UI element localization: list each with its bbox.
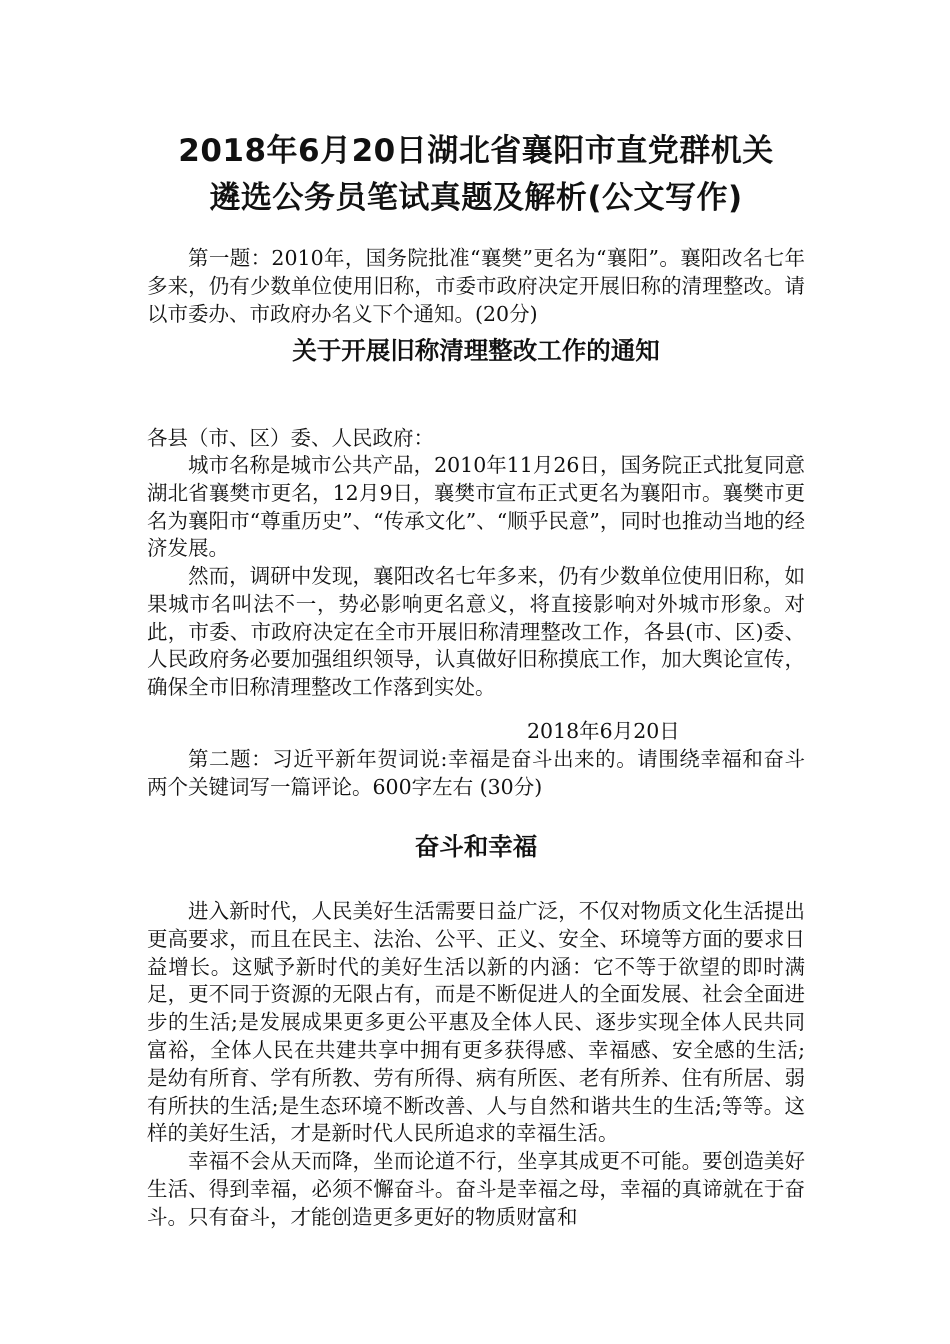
essay-title: 奋斗和幸福 (414, 832, 538, 861)
document-title-line-1: 2018年6月20日湖北省襄阳市直党群机关 (178, 133, 774, 169)
notice-title: 关于开展旧称清理整改工作的通知 (292, 336, 660, 365)
notice-paragraph-1: 城市名称是城市公共产品，2010年11月26日，国务院正式批复同意湖北省襄樊市更名，12月9日，襄樊市宣布正式更名为襄阳市。襄樊市更名为襄阳市“尊重历史”、“传承文化”、“顺乎民意”，同时也推动当地的经济发展。 (147, 453, 805, 561)
document-title (147, 128, 805, 222)
notice-salutation: 各县（市、区）委、人民政府： (147, 426, 434, 450)
essay-paragraph-2: 幸福不会从天而降，坐而论道不行，坐享其成更不可能。要创造美好生活、得到幸福，必须不懈奋斗。奋斗是幸福之母，幸福的真谛就在于奋斗。只有奋斗，才能创造更多更好的物质财富和 (147, 1149, 805, 1229)
notice-date: 2018年6月20日 (527, 719, 680, 743)
document-title-line-2: 遴选公务员笔试真题及解析(公文写作) (209, 180, 743, 216)
notice-paragraph-2: 然而，调研中发现，襄阳改名七年多来，仍有少数单位使用旧称，如果城市名叫法不一，势必影响更名意义，将直接影响对外城市形象。对此，市委、市政府决定在全市开展旧称清理整改工作，各县(市、区)委、人民政府务必要加强组织领导，认真做好旧称摸底工作，加大舆论宣传，确保全市旧称清理整改工作落到实处。 (147, 564, 805, 700)
question-1-text: 第一题：2010年，国务院批准“襄樊”更名为“襄阳”。襄阳改名七年多来，仍有少数单位使用旧称，市委市政府决定开展旧称的清理整改。请以市委办、市政府办名义下个通知。(20分) (147, 246, 805, 326)
essay-paragraph-1: 进入新时代，人民美好生活需要日益广泛，不仅对物质文化生活提出更高要求，而且在民主、法治、公平、正义、安全、环境等方面的要求日益增长。这赋予新时代的美好生活以新的内涵：它不等于欲望的即时满足，更不同于资源的无限占有，而是不断促进人的全面发展、社会全面进步的生活;是发展成果更多更公平惠及全体人民、逐步实现全体人民共同富裕，全体人民在共建共享中拥有更多获得感、幸福感、安全感的生活;是幼有所育、学有所教、劳有所得、病有所医、老有所养、住有所居、弱有所扶的生活;是生态环境不断改善、人与自然和谐共生的生活;等等。这样的美好生活，才是新时代人民所追求的幸福生活。 (147, 899, 805, 1146)
question-2-text: 第二题：习近平新年贺词说:幸福是奋斗出来的。请围绕幸福和奋斗两个关键词写一篇评论。600字左右 (30分) (147, 747, 805, 799)
